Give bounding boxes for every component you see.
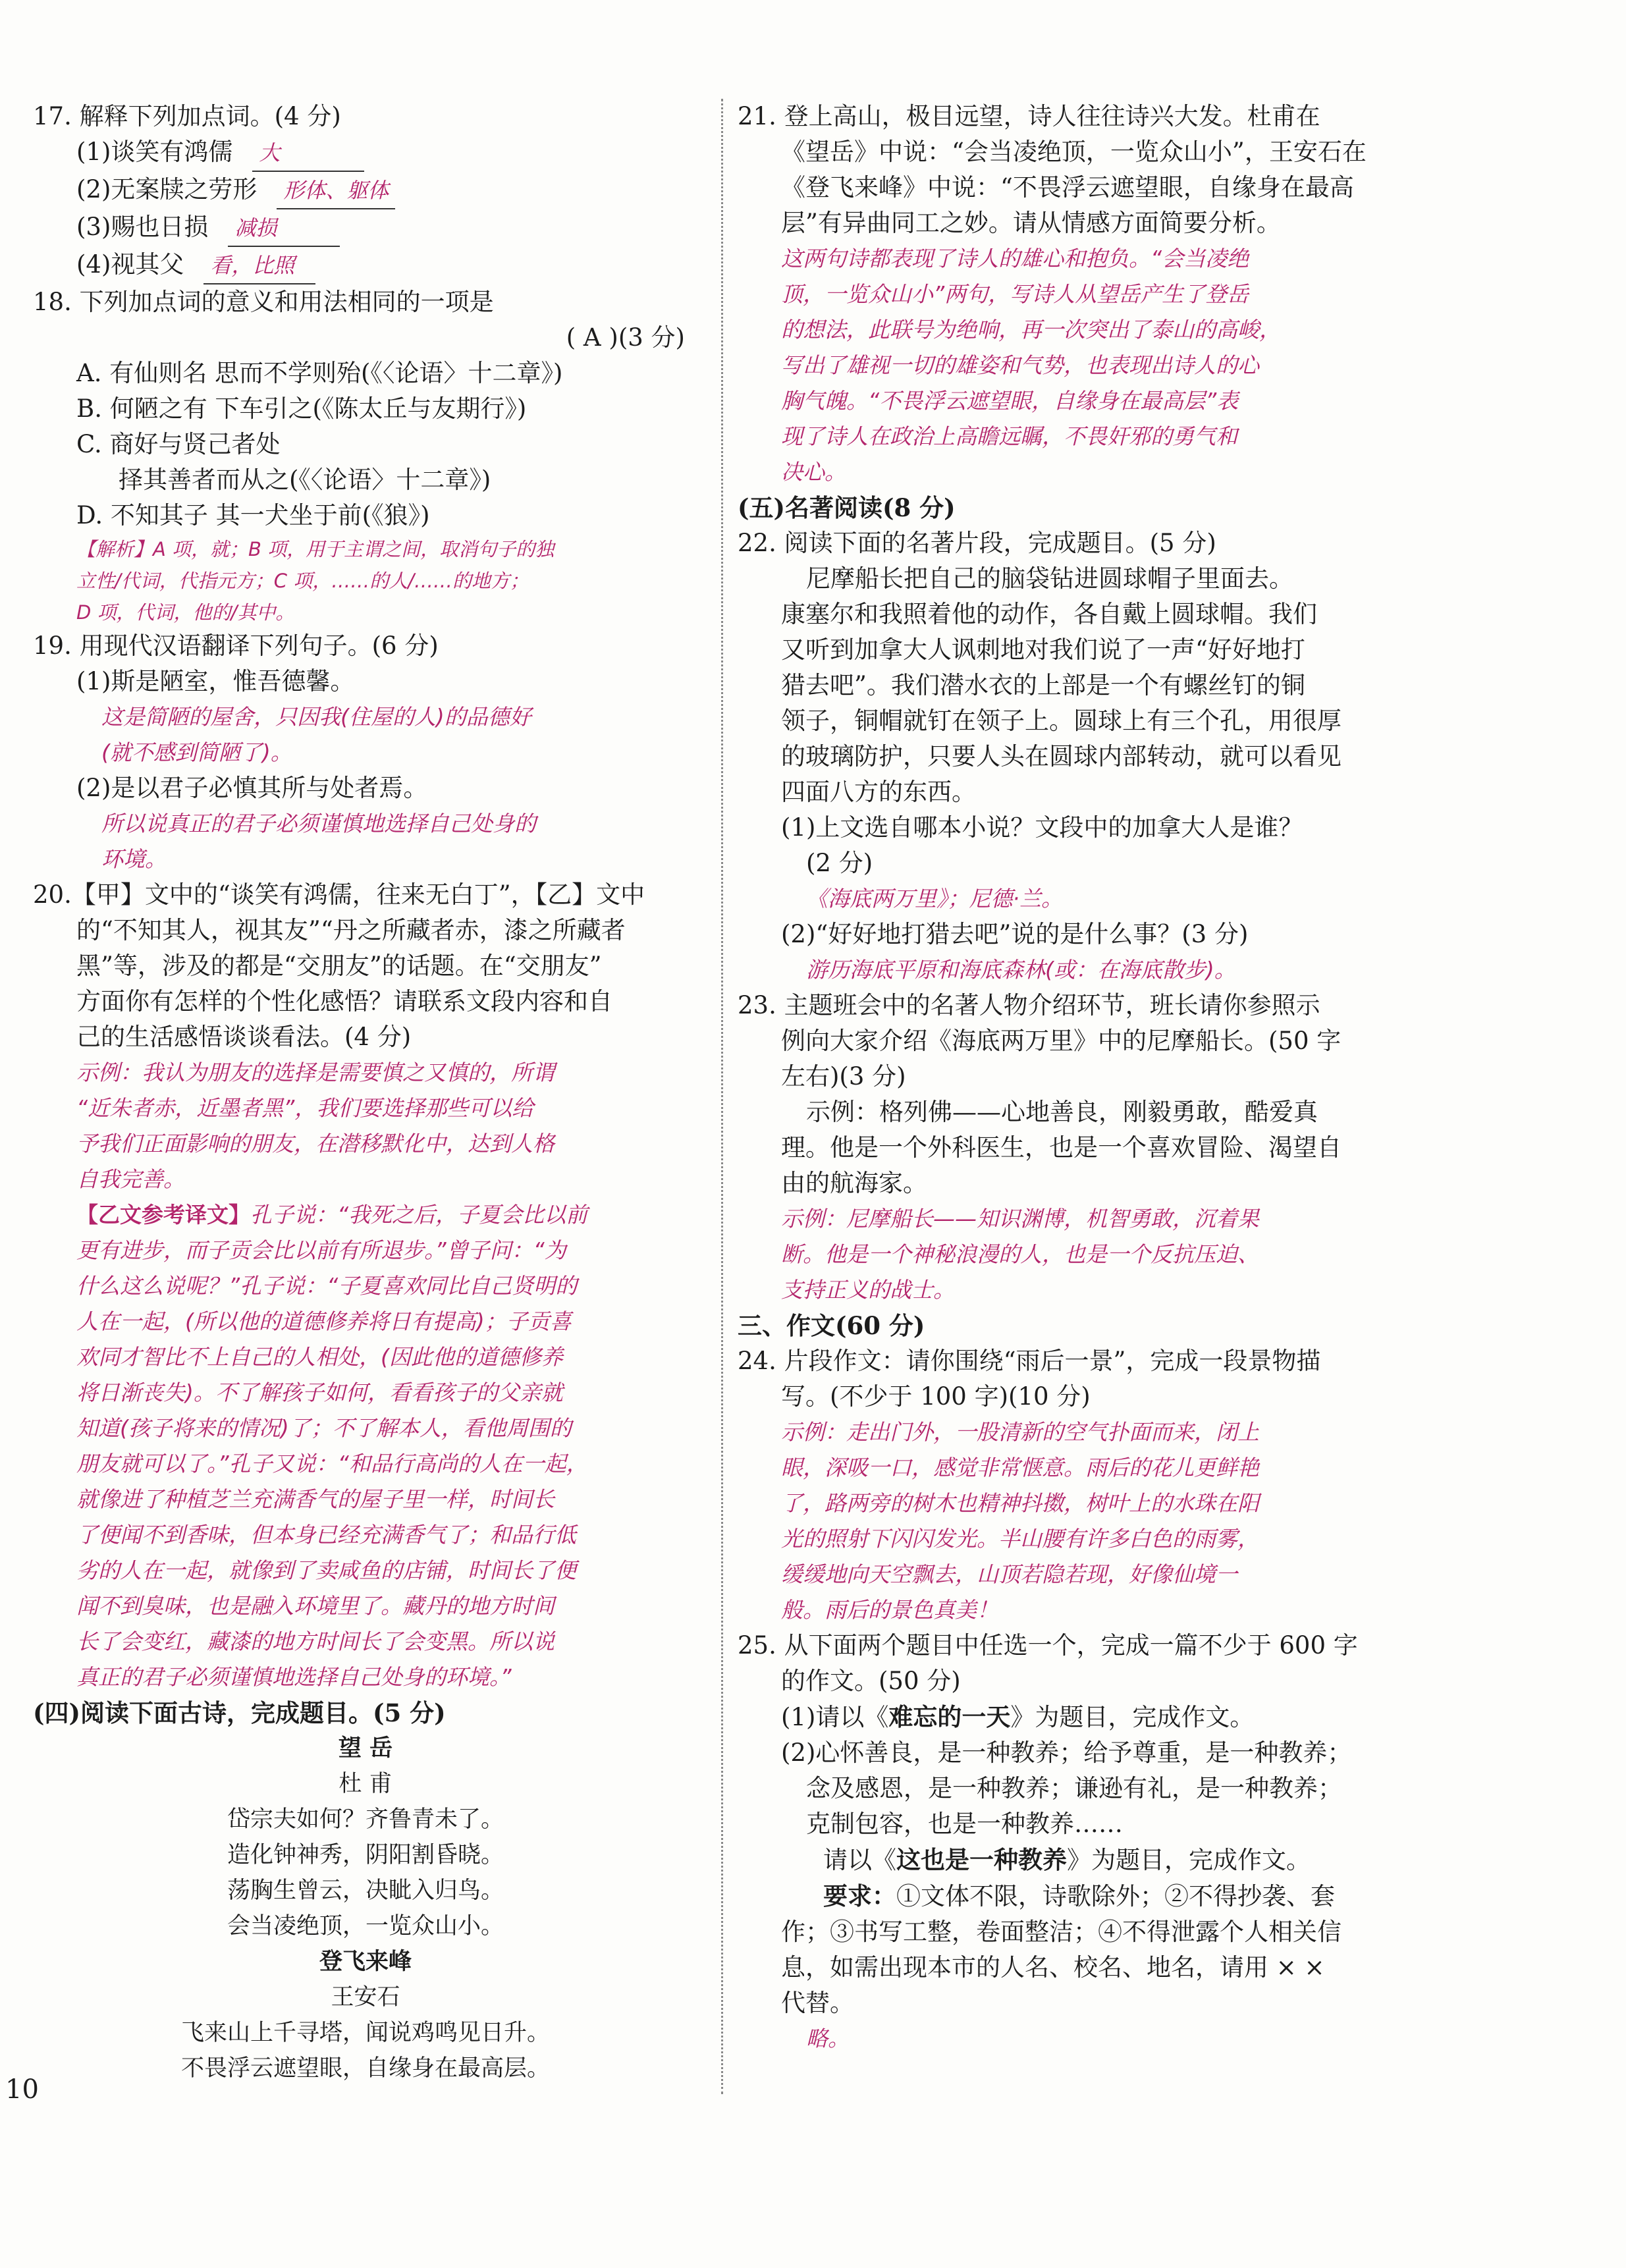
poem1-line-2: 造化钟神秀，阴阳割昏晓。	[227, 1842, 504, 1868]
q20-translation-1: 【乙文参考译文】孔子说：“我死之后，子夏会比以前	[76, 1202, 588, 1228]
q20-translation-14: 真正的君子必须谨慎地选择自己处身的环境。”	[76, 1664, 512, 1690]
q22-sub1: (1)上文选自哪本小说？文段中的加拿大人是谁？	[781, 813, 1303, 842]
q22-passage-2: 康塞尔和我照着他的动作，各自戴上圆球帽。我们	[781, 600, 1317, 628]
q17-answer-4: 看，比照	[203, 248, 315, 284]
q25-requirements-4: 代替。	[781, 1989, 854, 2017]
poem2-line-2: 不畏浮云遮望眼，自缘身在最高层。	[180, 2055, 550, 2082]
q25-stem-2: 的作文。(50 分)	[781, 1667, 961, 1695]
q24-stem-1: 24. 片段作文：请你围绕“雨后一景”，完成一段景物描	[738, 1347, 1321, 1375]
q20-translation-6: 将日渐丧失)。不了解孩子如何，看看孩子的父亲就	[76, 1380, 563, 1405]
q17-answer-1: 大	[252, 135, 364, 172]
q22-answer-2: 游历海底平原和海底森林(或：在海底散步)。	[806, 957, 1236, 983]
q19-sentence-1: (1)斯是陋室，惟吾德馨。	[76, 667, 355, 695]
q20-translation-12: 闻不到臭味，也是融入环境里了。藏丹的地方时间	[76, 1593, 555, 1619]
poem1-title: 望 岳	[338, 1735, 393, 1762]
q25-title-2: 这也是一种教养	[896, 1845, 1067, 1874]
q21-answer-3: 的想法，此联号为绝响，再一次突出了泰山的高峻，	[781, 317, 1281, 342]
q17-item-4: (4)视其父 看，比照	[33, 247, 698, 284]
q24-stem-2: 写。(不少于 100 字)(10 分)	[781, 1382, 1091, 1411]
q25-stem-1: 25. 从下面两个题目中任选一个，完成一篇不少于 600 字	[738, 1631, 1358, 1660]
q25-requirements-3: 息，如需出现本市的人名、校名、地名，请用 × ×	[781, 1953, 1325, 1982]
q22-stem: 22. 阅读下面的名著片段，完成题目。(5 分)	[738, 529, 1216, 557]
q20-stem-2: 的“不知其人，视其友”“丹之所藏者赤，漆之所藏者	[76, 916, 626, 944]
column-divider	[721, 99, 723, 2094]
q21-stem-1: 21. 登上高山，极目远望，诗人往往诗兴大发。杜甫在	[738, 102, 1320, 130]
q25-requirements-2: 作；③书写工整，卷面整洁；④不得泄露个人相关信	[781, 1918, 1341, 1946]
q23-example-1: 示例：格列佛——心地善良，刚毅勇敢，酷爱真	[806, 1098, 1318, 1126]
q19-answer-2a: 所以说真正的君子必须谨慎地选择自己处身的	[101, 811, 536, 836]
q21-stem-4: 层”有异曲同工之妙。请从情感方面简要分析。	[781, 209, 1281, 237]
q22-passage-4: 猎去吧”。我们潜水衣的上部是一个有螺丝钉的铜	[781, 671, 1305, 699]
q20-translation-10: 了便闻不到香味，但本身已经充满香气了；和品行低	[76, 1522, 576, 1548]
q18-option-c: C. 商好与贤己者处	[76, 430, 281, 458]
q24-answer-3: 了，路两旁的树木也精神抖擞，树叶上的水珠在阳	[781, 1490, 1259, 1516]
poem1-line-1: 岱宗夫如何？齐鲁青未了。	[227, 1806, 504, 1833]
q22-passage-3: 又听到加拿大人讽刺地对我们说了一声“好好地打	[781, 635, 1305, 664]
q22-passage-6: 的玻璃防护，只要人头在圆球内部转动，就可以看见	[781, 742, 1341, 770]
q22-passage-5: 领子，铜帽就钉在领子上。圆球上有三个孔，用很厚	[781, 707, 1341, 735]
q25-option-2b: 念及感恩，是一种教养；谦逊有礼，是一种教养；	[806, 1774, 1342, 1802]
q20-translation-4: 人在一起，(所以他的道德修养将日有提高)；子贡喜	[76, 1309, 572, 1334]
q23-stem-1: 23. 主题班会中的名著人物介绍环节，班长请你参照示	[738, 991, 1320, 1019]
q20-translation-5: 欢同才智比不上自己的人相处，(因此他的道德修养	[76, 1344, 563, 1370]
q20-translation-9: 就像进了种植芝兰充满香气的屋子里一样，时间长	[76, 1486, 555, 1512]
left-column	[33, 99, 698, 2086]
poem2-title: 登飞来峰	[319, 1948, 412, 1975]
q23-example-3: 由的航海家。	[781, 1169, 927, 1197]
q19-answer-1a: 这是简陋的屋舍，只因我(住屋的人)的品德好	[101, 704, 531, 730]
q23-example-2: 理。他是一个外科医生，也是一个喜欢冒险、渴望自	[781, 1133, 1341, 1162]
q20-answer-4: 自我完善。	[76, 1166, 185, 1192]
q24-answer-2: 眼，深吸一口，感觉非常惬意。雨后的花儿更鲜艳	[781, 1455, 1259, 1480]
q20-answer-1: 示例：我认为朋友的选择是需要慎之又慎的，所谓	[76, 1060, 555, 1085]
section-4-title: (四)阅读下面古诗，完成题目。(5 分)	[33, 1698, 446, 1727]
q21-answer-2: 顶，一览众山小”两句，写诗人从望岳产生了登岳	[781, 281, 1249, 307]
q18-stem: 18. 下列加点词的意义和用法相同的一项是	[33, 288, 494, 316]
q17-answer-2: 形体、躯体	[277, 173, 395, 209]
q18-option-c-cont: 择其善者而从之(《〈论语〉十二章》)	[119, 466, 491, 494]
q18-option-b: B. 何陋之有 下车引之(《陈太丘与友期行》)	[76, 394, 527, 423]
q20-translation-3: 什么这么说呢？”孔子说：“子夏喜欢同比自己贤明的	[76, 1273, 578, 1299]
q21-answer-7: 决心。	[781, 459, 846, 485]
section-3-title: 三、作文(60 分)	[738, 1311, 925, 1340]
q21-stem-3: 《登飞来峰》中说：“不畏浮云遮望眼，自缘身在最高	[781, 173, 1354, 202]
poem2-line-1: 飞来山上千寻塔，闻说鸡鸣见日升。	[180, 2020, 550, 2046]
q17-item-1: (1)谈笑有鸿儒 大	[33, 134, 698, 172]
q20-answer-2: “近朱者赤，近墨者黑”，我们要选择那些可以给	[76, 1095, 534, 1121]
q20-translation-11: 劣的人在一起，就像到了卖咸鱼的店铺，时间长了便	[76, 1557, 576, 1583]
q21-answer-6: 现了诗人在政治上高瞻远瞩，不畏奸邪的勇气和	[781, 423, 1237, 449]
q18-option-d: D. 不知其子 其一犬坐于前(《狼》)	[76, 501, 430, 529]
q17-answer-3: 减损	[228, 210, 340, 247]
q22-passage-7: 四面八方的东西。	[781, 778, 976, 806]
q23-answer-2: 断。他是一个神秘浪漫的人，也是一个反抗压迫、	[781, 1241, 1259, 1267]
q19-stem: 19. 用现代汉语翻译下列句子。(6 分)	[33, 632, 439, 660]
q20-stem-3: 黑”等，涉及的都是“交朋友”的话题。在“交朋友”	[76, 952, 602, 980]
q17-item-2: (2)无案牍之劳形 形体、躯体	[33, 172, 698, 209]
q24-answer-6: 般。雨后的景色真美！	[781, 1597, 998, 1623]
q18-analysis-3: D 项，代词，他的/其中。	[76, 601, 295, 624]
q23-stem-3: 左右)(3 分)	[781, 1062, 906, 1091]
q20-stem-1: 20.【甲】文中的“谈笑有鸿儒，往来无白丁”，【乙】文中	[33, 880, 645, 909]
section-5-title: (五)名著阅读(8 分)	[738, 493, 956, 522]
q25-option-1: (1)请以《难忘的一天》为题目，完成作文。	[781, 1702, 1255, 1731]
q18-analysis-2: 立性/代词，代指元方；C 项，……的人/……的地方；	[76, 570, 529, 592]
q18-answer: ( A )(3 分)	[566, 323, 685, 352]
q23-answer-3: 支持正义的战士。	[781, 1277, 955, 1303]
q25-option-2c: 克制包容，也是一种教养……	[806, 1810, 1123, 1838]
q22-passage-1: 尼摩船长把自己的脑袋钻进圆球帽子里面去。	[806, 564, 1293, 593]
poem1-author: 杜 甫	[339, 1771, 393, 1797]
q24-answer-4: 光的照射下闪闪发光。半山腰有许多白色的雨雾，	[781, 1526, 1259, 1552]
q20-stem-4: 方面你有怎样的个性化感悟？请联系文段内容和自	[76, 987, 612, 1015]
q23-stem-2: 例向大家介绍《海底两万里》中的尼摩船长。(50 字	[781, 1027, 1341, 1055]
q22-sub1-score: (2 分)	[806, 849, 873, 877]
page-number: 10	[5, 2074, 39, 2105]
q19-answer-2b: 环境。	[101, 846, 167, 872]
q23-answer-1: 示例：尼摩船长——知识渊博，机智勇敢，沉着果	[781, 1206, 1259, 1231]
q17-item-3: (3)赐也日损 减损	[33, 209, 698, 247]
q19-answer-1b: (就不感到简陋了)。	[101, 740, 292, 765]
q20-answer-3: 予我们正面影响的朋友，在潜移默化中，达到人格	[76, 1131, 555, 1156]
q17-stem: 17. 解释下列加点词。(4 分)	[33, 102, 341, 130]
poem2-author: 王安石	[331, 1984, 400, 2011]
q18-analysis-1: 【解析】A 项，就；B 项，用于主谓之间，取消句子的独	[76, 538, 555, 560]
right-column	[738, 99, 1409, 2057]
requirements-label: 要求：	[823, 1881, 896, 1910]
q21-stem-2: 《望岳》中说：“会当凌绝顶，一览众山小”，王安石在	[781, 138, 1367, 166]
q18-option-a: A. 有仙则名 思而不学则殆(《〈论语〉十二章》)	[76, 359, 563, 387]
q19-sentence-2: (2)是以君子必慎其所与处者焉。	[76, 774, 428, 802]
q22-answer-1: 《海底两万里》；尼德·兰。	[806, 886, 1063, 911]
q25-answer: 略。	[806, 2026, 850, 2051]
q25-option-2a: (2)心怀善良，是一种教养；给予尊重，是一种教养；	[781, 1739, 1352, 1767]
q22-sub2: (2)“好好地打猎去吧”说的是什么事？(3 分)	[781, 920, 1249, 948]
q24-answer-1: 示例：走出门外，一股清新的空气扑面而来，闭上	[781, 1419, 1259, 1445]
q25-requirements-1: 要求：①文体不限，诗歌除外；②不得抄袭、套	[823, 1881, 1335, 1910]
q20-translation-2: 更有进步，而子贡会比以前有所退步。”曾子问：“为	[76, 1237, 566, 1263]
q21-answer-4: 写出了雄视一切的雄姿和气势，也表现出诗人的心	[781, 352, 1259, 378]
translation-label: 【乙文参考译文】	[76, 1202, 250, 1228]
q20-translation-13: 长了会变红，藏漆的地方时间长了会变黑。所以说	[76, 1629, 555, 1654]
q20-stem-5: 己的生活感悟谈谈看法。(4 分)	[76, 1023, 412, 1051]
poem1-line-4: 会当凌绝顶，一览众山小。	[227, 1913, 504, 1939]
poem1-line-3: 荡胸生曾云，决眦入归鸟。	[227, 1877, 504, 1904]
q20-translation-7: 知道(孩子将来的情况)了；不了解本人，看他周围的	[76, 1415, 572, 1441]
q24-answer-5: 缓缓地向天空飘去，山顶若隐若现，好像仙境一	[781, 1561, 1237, 1587]
q21-answer-5: 胸气魄。“不畏浮云遮望眼，自缘身在最高层”表	[781, 388, 1239, 414]
q25-option-2d: 请以《这也是一种教养》为题目，完成作文。	[823, 1845, 1311, 1874]
q25-title-1: 难忘的一天	[888, 1702, 1011, 1731]
q20-translation-8: 朋友就可以了。”孔子又说：“和品行高尚的人在一起，	[76, 1451, 588, 1476]
q21-answer-1: 这两句诗都表现了诗人的雄心和抱负。“会当凌绝	[781, 246, 1249, 271]
